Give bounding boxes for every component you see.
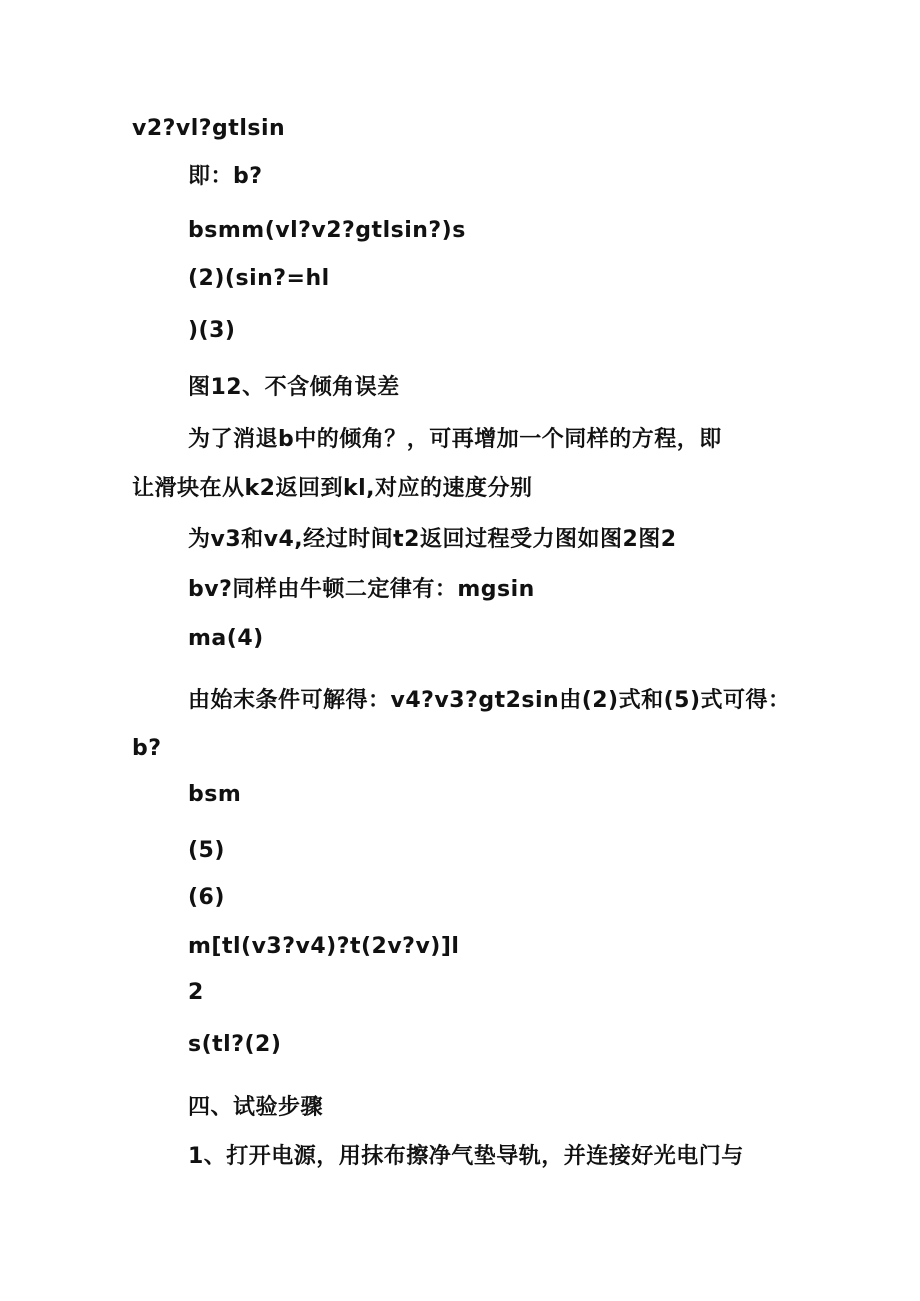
text-line-8: 让滑块在从k2返回到kl,对应的速度分别 — [132, 476, 533, 501]
text-line-20: 四、试验步骤 — [188, 1095, 324, 1120]
text-line-18: 2 — [188, 980, 204, 1005]
text-line-3: bsmm(vl?v2?gtlsin?)s — [188, 218, 466, 243]
text-line-10: bv?同样由牛顿二定律有：mgsin — [188, 577, 535, 602]
text-line-2: 即：b? — [188, 164, 263, 189]
text-line-21: 1、打开电源，用抹布擦净气垫导轨，并连接好光电门与 — [188, 1144, 744, 1169]
text-line-5: )(3) — [188, 318, 236, 343]
text-line-4: (2)(sin?=hl — [188, 266, 330, 291]
text-line-11: ma(4) — [188, 626, 264, 651]
text-line-6: 图12、不含倾角误差 — [188, 375, 400, 400]
text-line-16: (6) — [188, 885, 225, 910]
text-line-12: 由始末条件可解得：v4?v3?gt2sin由(2)式和(5)式可得： — [188, 688, 791, 713]
text-line-1: v2?vl?gtlsin — [132, 116, 286, 141]
text-line-9: 为v3和v4,经过时间t2返回过程受力图如图2图2 — [188, 527, 677, 552]
text-line-14: bsm — [188, 782, 242, 807]
text-line-17: m[tl(v3?v4)?t(2v?v)]l — [188, 934, 460, 959]
text-line-15: (5) — [188, 838, 225, 863]
text-line-13: b? — [132, 736, 162, 761]
text-line-19: s(tl?(2) — [188, 1032, 282, 1057]
text-line-7: 为了消退b中的倾角？，可再增加一个同样的方程，即 — [188, 427, 722, 452]
